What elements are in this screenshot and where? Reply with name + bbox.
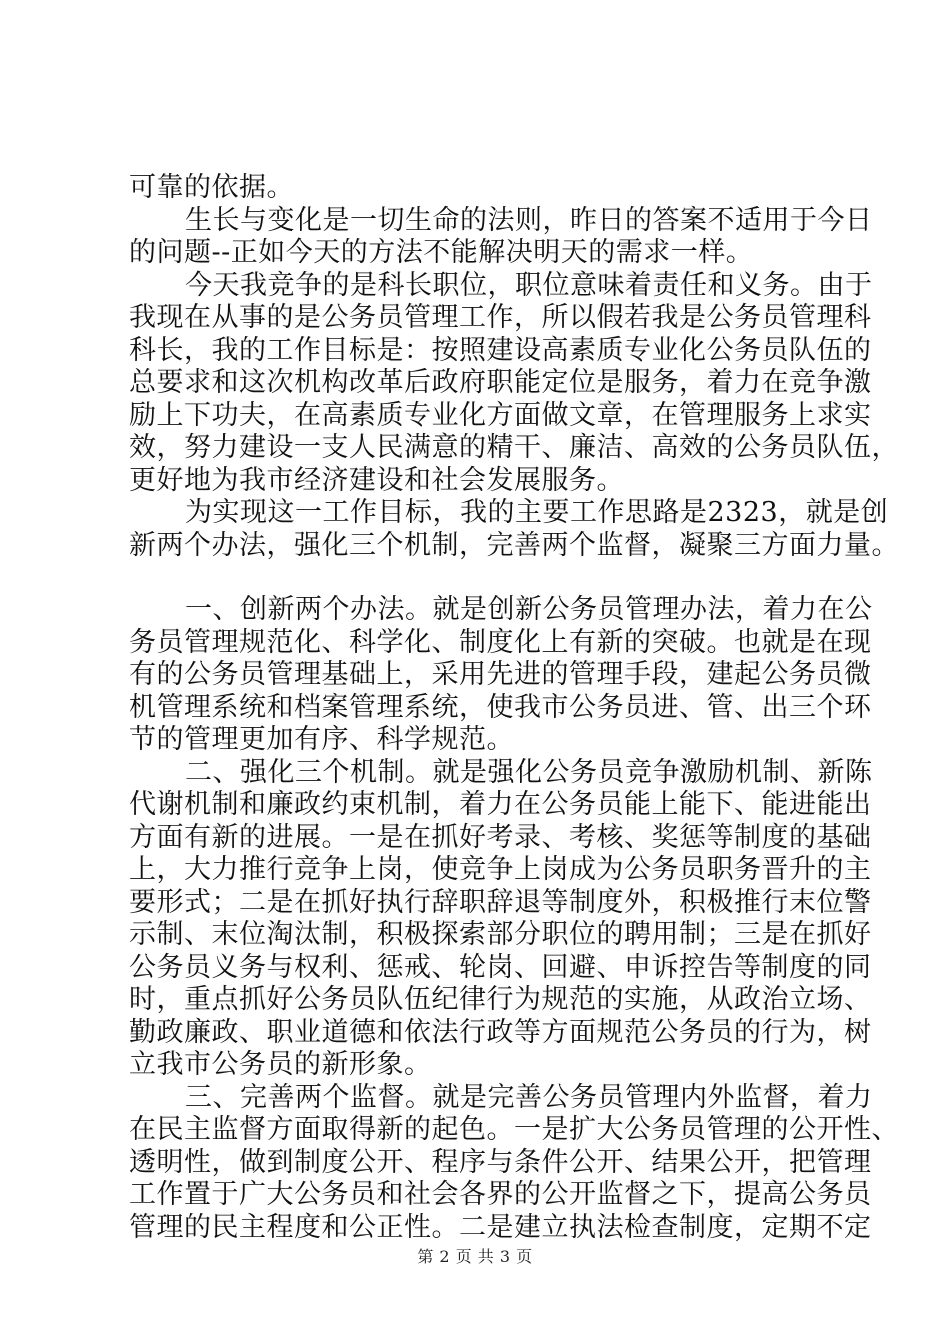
text-line: 的问题--正如今天的方法不能解决明天的需求一样。 [129, 237, 754, 268]
text-line: 有的公务员管理基础上，采用先进的管理手段，建起公务员微 [129, 659, 872, 690]
text-line: 三、完善两个监督。就是完善公务员管理内外监督，着力 [185, 1081, 873, 1113]
text-line: 要形式；二是在抓好执行辞职辞退等制度外，积极推行末位警 [129, 886, 872, 918]
page-number: 第 2 页 共 3 页 [417, 1247, 533, 1266]
text-line: 二、强化三个机制。就是强化公务员竞争激励机制、新陈 [185, 756, 873, 788]
text-line: 更好地为我市经济建设和社会发展服务。 [129, 464, 624, 496]
text-line: 总要求和这次机构改革后政府职能定位是服务，着力在竞争激 [129, 367, 872, 398]
text-line: 上，大力推行竞争上岗，使竞争上岗成为公务员职务晋升的主 [129, 854, 872, 885]
text-line: 方面有新的进展。一是在抓好考录、考核、奖惩等制度的基础 [129, 821, 872, 853]
text-line: 时，重点抓好公务员队伍纪律行为规范的实施，从政治立场、 [129, 984, 872, 1015]
text-line: 今天我竞争的是科长职位，职位意味着责任和义务。由于 [185, 269, 873, 301]
text-line: 可靠的依据。 [129, 172, 294, 203]
text-line: 勤政廉政、职业道德和依法行政等方面规范公务员的行为，树 [129, 1016, 872, 1048]
text-line: 新两个办法，强化三个机制，完善两个监督，凝聚三方面力量。 [129, 529, 899, 561]
text-line: 效，努力建设一支人民满意的精干、廉洁、高效的公务员队伍， [129, 432, 899, 463]
text-line: 务员管理规范化、科学化、制度化上有新的突破。也就是在现 [129, 626, 872, 658]
text-line: 励上下功夫，在高素质专业化方面做文章，在管理服务上求实 [129, 399, 872, 431]
text-line: 示制、末位淘汰制，积极探索部分职位的聘用制；三是在抓好 [129, 919, 872, 950]
text-line: 在民主监督方面取得新的起色。一是扩大公务员管理的公开性、 [129, 1114, 899, 1145]
text-line: 管理的民主程度和公正性。二是建立执法检查制度，定期不定 [129, 1211, 872, 1243]
text-line: 科长，我的工作目标是：按照建设高素质专业化公务员队伍的 [129, 334, 872, 366]
document-body [129, 172, 899, 1244]
text-line: 节的管理更加有序、科学规范。 [129, 724, 514, 755]
paragraph-gap [129, 562, 829, 594]
text-line: 透明性，做到制度公开、程序与条件公开、结果公开，把管理 [129, 1146, 872, 1178]
text-line: 生长与变化是一切生命的法则，昨日的答案不适用于今日 [185, 204, 873, 236]
text-line: 工作置于广大公务员和社会各界的公开监督之下，提高公务员 [129, 1179, 872, 1210]
text-line: 机管理系统和档案管理系统，使我市公务员进、管、出三个环 [129, 691, 872, 723]
text-line: 公务员义务与权利、惩戒、轮岗、回避、申诉控告等制度的同 [129, 951, 872, 983]
text-line: 为实现这一工作目标，我的主要工作思路是2323，就是创 [185, 497, 889, 528]
text-line: 一、创新两个办法。就是创新公务员管理办法，着力在公 [185, 594, 873, 625]
text-line: 立我市公务员的新形象。 [129, 1049, 432, 1080]
text-line: 代谢机制和廉政约束机制，着力在公务员能上能下、能进能出 [129, 789, 872, 820]
text-line: 我现在从事的是公务员管理工作，所以假若我是公务员管理科 [129, 302, 872, 333]
